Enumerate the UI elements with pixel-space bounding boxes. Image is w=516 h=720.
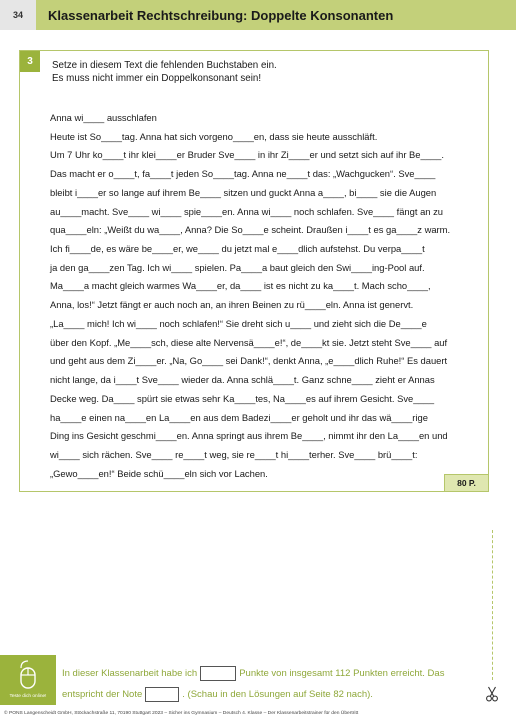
text-line: au____macht. Sve____ wi____ spie____en. Anna wi____ noch schlafen. Sve____ fängt an zu: [50, 205, 444, 217]
instruction-line: Setze in diesem Text die fehlenden Buchstaben ein.: [52, 60, 277, 71]
cut-line: [492, 530, 493, 680]
text-title: Anna wi____ ausschlafen: [50, 112, 157, 123]
text-line: Ich fi____de, es wäre be____er, we____ du jetzt mal e____dlich aufstehst. Du verpa____t: [50, 243, 425, 255]
page-number: 34: [0, 0, 36, 30]
text-line: wi____ sich rächen. Sve____ re____t weg, sie re____t hi____terher. Sve____ brü____t:: [50, 448, 418, 460]
points-badge: 80 P.: [444, 474, 488, 491]
text-line: Anna, los!“ Jetzt fängt er auch noch an, an ihren Beinen zu rü____eln. Anna ist genervt.: [50, 299, 414, 311]
score-summary: [62, 663, 444, 705]
computer-mouse-icon: [17, 660, 39, 690]
gap-text: [50, 109, 450, 483]
summary-text: entspricht der Note: [62, 689, 143, 700]
points-entry-box[interactable]: [200, 666, 236, 681]
text-line: Heute ist So____tag. Anna hat sich vorgeno____en, dass sie heute ausschläft.: [50, 130, 378, 142]
text-line: über den Kopf. „Me____sch, diese alte Nervensä____e!“, de____kt sie. Jetzt steht Sve____ auf: [50, 336, 448, 348]
text-line: ha____e einen na____en La____en aus dem Badezi____er geholt und ihr das wä____rige: [50, 411, 428, 423]
summary-text: . (Schau in den Lösungen auf Seite 82 nach).: [182, 689, 373, 700]
text-line: „La____ mich! Ich wi____ noch schlafen!“ Sie dreht sich u____ und zieht sich die De____e: [50, 317, 427, 329]
text-line: Um 7 Uhr ko____t ihr klei____er Bruder Sve____ in ihr Zi____er und setzt sich auf ihr Be____.: [50, 149, 444, 161]
text-line: und geht aus dem Zi____er. „Na, Go____ sei Dank!“, denkt Anna, „e____dlich Ruhe!“ Es dauert: [50, 355, 448, 367]
task-instructions: [52, 59, 277, 85]
copyright-line: © PONS Langenscheidt GmbH, Stöckachstraße 11, 70190 Stuttgart 2023 – Sicher ins Gymnasium – Deutsch 4. Klasse – Der Klassenarbeitstrainer für den Übertritt: [4, 711, 359, 716]
task-box: [19, 50, 489, 492]
text-line: Decke weg. Da____ spürt sie etwas sehr Ka____tes, Na____es auf ihrem Gesicht. Sve____: [50, 392, 435, 404]
online-test-tab[interactable]: [0, 655, 56, 705]
text-line: ja den ga____zen Tag. Ich wi____ spielen. Pa____a baut gleich den Swi____ing-Pool auf.: [50, 261, 425, 273]
page-header: [0, 0, 516, 30]
text-line: qua____eln: „Weißt du wa____, Anna? Die So____e scheint. Draußen i____t es ga____z warm.: [50, 224, 451, 236]
text-line: Ding ins Gesicht geschmi____en. Anna springt aus ihrem Be____, nimmt ihr den La____en und: [50, 430, 448, 442]
page-title: Klassenarbeit Rechtschreibung: Doppelte Konsonanten: [36, 0, 516, 30]
summary-text: Punkte von insgesamt 112 Punkten erreicht. Das: [239, 668, 445, 679]
scissors-icon: [485, 686, 499, 702]
text-line: Ma____a macht gleich warmes Wa____er, da____ ist es nicht zu ka____t. Mach scho____,: [50, 280, 431, 292]
grade-entry-box[interactable]: [145, 687, 179, 702]
text-line: „Gewo____en!“ Beide schü____eln sich vor Lachen.: [50, 467, 268, 479]
summary-text: In dieser Klassenarbeit habe ich: [62, 668, 198, 679]
online-test-label: Teste dich online!: [9, 694, 47, 699]
instruction-line: Es muss nicht immer ein Doppelkonsonant sein!: [52, 73, 262, 84]
task-number: 3: [20, 51, 40, 72]
text-line: nicht lange, da i____t Sve____ wieder da. Anna schlä____t. Ganz schne____ zieht er Annas: [50, 374, 435, 386]
text-line: bleibt i____er so lange auf ihrem Be____ sitzen und guckt Anna a____, bi____ sie die Augen: [50, 186, 437, 198]
text-line: Das macht er o____t, fa____t jeden So____tag. Anna ne____t das: „Wachgucken“. Sve____: [50, 168, 436, 180]
